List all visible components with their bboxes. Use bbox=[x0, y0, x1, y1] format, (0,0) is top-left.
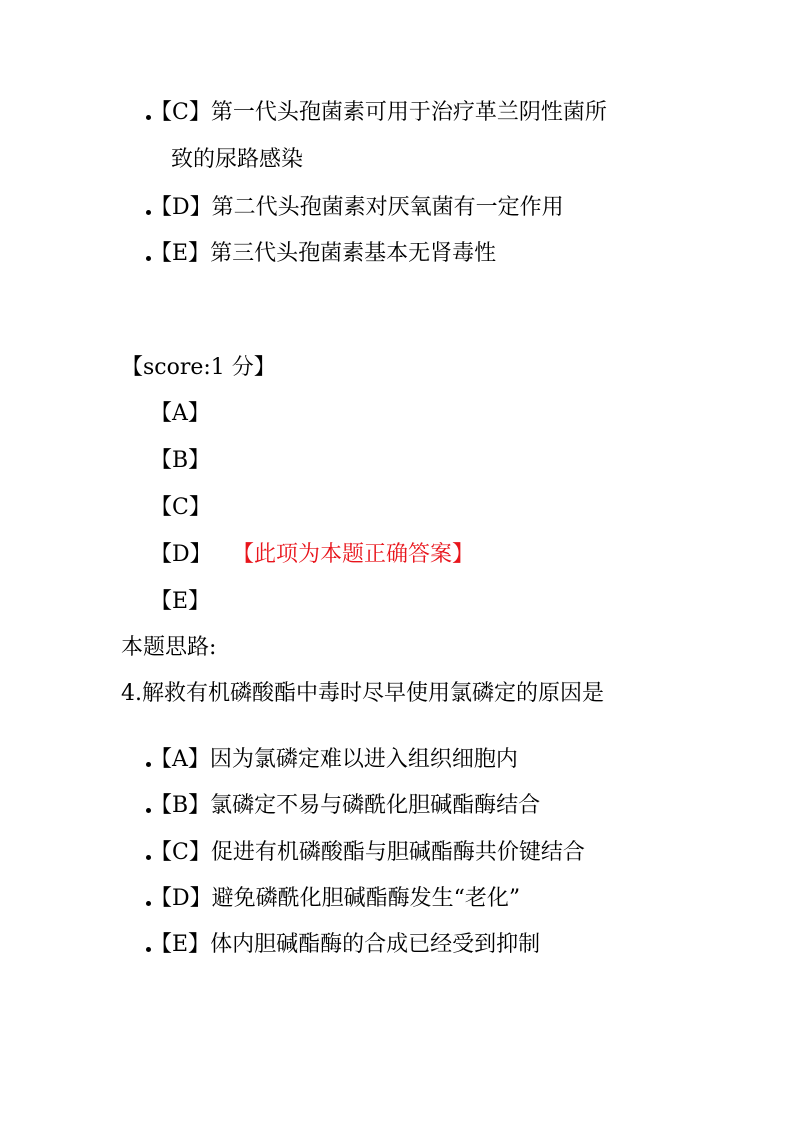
option-text: 避免磷酰化胆碱酯酶发生“老化” bbox=[211, 886, 521, 911]
answer-c: 【C】 bbox=[150, 495, 211, 520]
option-text: 氯磷定不易与磷酰化胆碱酯酶结合 bbox=[210, 793, 541, 818]
question-option-a bbox=[150, 749, 518, 771]
explanation-label: 本题思路: bbox=[121, 635, 217, 660]
answer-b: 【B】 bbox=[150, 448, 211, 473]
prev-option-e bbox=[150, 243, 496, 265]
correct-answer-note: 【此项为本题正确答案】 bbox=[232, 542, 475, 567]
question-option-c bbox=[150, 842, 585, 864]
option-label: 【D】 bbox=[150, 886, 212, 911]
option-label: 【C】 bbox=[150, 840, 211, 865]
option-label: 【A】 bbox=[150, 747, 210, 772]
option-text: 体内胆碱酯酶的合成已经受到抑制 bbox=[210, 932, 541, 957]
option-label: 【C】 bbox=[150, 100, 211, 125]
option-text: 促进有机磷酸酯与胆碱酯酶共价键结合 bbox=[210, 840, 585, 865]
option-label: 【E】 bbox=[150, 241, 211, 266]
answer-a: 【A】 bbox=[150, 401, 210, 426]
option-label: 【E】 bbox=[150, 932, 211, 957]
question-option-d bbox=[150, 888, 520, 910]
answer-e: 【E】 bbox=[150, 589, 211, 614]
prev-option-c-continuation: 致的尿路感染 bbox=[171, 147, 304, 172]
option-text: 第三代头孢菌素基本无肾毒性 bbox=[210, 241, 497, 266]
question-option-e bbox=[150, 934, 540, 956]
option-text: 第一代头孢菌素可用于治疗革兰阴性菌所 bbox=[210, 100, 607, 125]
prev-option-d bbox=[150, 197, 564, 219]
question-option-b bbox=[150, 795, 540, 817]
prev-option-c bbox=[150, 102, 607, 124]
score-label: 【score:1 分】 bbox=[121, 355, 276, 380]
option-text: 第二代头孢菌素对厌氧菌有一定作用 bbox=[211, 195, 564, 220]
option-label: 【D】 bbox=[150, 195, 212, 220]
option-label: 【B】 bbox=[150, 793, 211, 818]
answer-d: 【D】 bbox=[150, 542, 212, 567]
option-text: 因为氯磷定难以进入组织细胞内 bbox=[209, 747, 518, 772]
question-title: 4.解救有机磷酸酯中毒时尽早使用氯磷定的原因是 bbox=[121, 681, 604, 706]
